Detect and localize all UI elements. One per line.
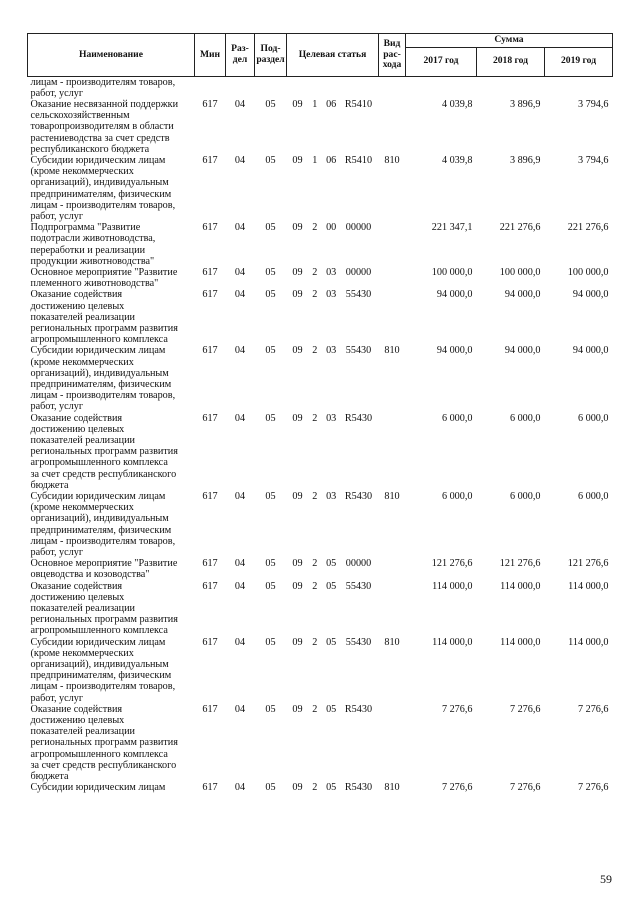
row-sum-2017: 7 276,6	[441, 782, 473, 794]
row-cel-statya-part: 03	[326, 491, 337, 503]
row-razdel	[226, 76, 255, 99]
row-name: Основное мероприятие "Развитие племенного животноводства"	[30, 266, 178, 290]
row-sum-2017	[406, 76, 477, 99]
row-cel-statya-part: 00	[326, 222, 337, 234]
row-cel-statya	[287, 289, 379, 345]
row-min: 617	[202, 412, 218, 424]
row-sum-2017: 100 000,0	[431, 266, 473, 278]
table-row	[28, 155, 613, 222]
row-sum-2018: 7 276,6	[509, 782, 541, 794]
row-podrazdel: 05	[265, 266, 276, 278]
table-row	[28, 345, 613, 412]
row-cel-statya-part: 05	[326, 580, 337, 592]
row-cel-statya-part: 09	[292, 345, 303, 357]
header-min: Мин	[195, 34, 226, 77]
row-sum-2019: 221 276,6	[567, 222, 609, 234]
row-cel-statya-part: 09	[292, 558, 303, 570]
row-cel-statya	[287, 491, 379, 558]
row-sum-2017: 7 276,6	[441, 703, 473, 715]
header-year-2019: 2019 год	[545, 47, 613, 76]
row-podrazdel: 05	[265, 98, 276, 110]
row-vid-rashoda: 810	[384, 782, 400, 794]
header-razdel: Раз- дел	[226, 34, 255, 77]
row-cel-statya-part: 09	[292, 636, 303, 648]
table-row	[28, 782, 613, 793]
row-cel-statya-part: 2	[312, 345, 318, 357]
table-row	[28, 222, 613, 267]
row-cel-statya-part: 09	[292, 782, 303, 794]
row-min: 617	[202, 580, 218, 592]
row-sum-2017: 121 276,6	[431, 558, 473, 570]
row-razdel: 04	[234, 558, 246, 570]
row-cel-statya-part: 2	[312, 703, 318, 715]
row-cel-statya	[287, 267, 379, 289]
header-summa: Сумма	[406, 34, 613, 48]
row-cel-statya-part: 00000	[345, 266, 372, 278]
row-name: Основное мероприятие "Развитие овцеводства и козоводства"	[30, 558, 178, 581]
row-cel-statya	[287, 637, 379, 704]
row-cel-statya-part: 1	[312, 154, 318, 166]
table-row	[28, 289, 613, 345]
table-row	[28, 267, 613, 289]
row-podrazdel: 05	[265, 636, 276, 648]
row-cel-statya	[287, 413, 379, 491]
row-name: Субсидии юридическим лицам (кроме некоммерческих организаций), индивидуальным предпринимателям, физическим лицам - производителям товаров, работ, услуг	[30, 345, 176, 413]
row-name: Субсидии юридическим лицам (кроме некоммерческих организаций), индивидуальным предпринимателям, физическим лицам - производителям товаров, работ, услуг	[30, 636, 176, 704]
row-razdel: 04	[234, 782, 246, 794]
row-cel-statya-part: 06	[326, 154, 337, 166]
table-row	[28, 99, 613, 155]
row-min: 617	[202, 636, 218, 648]
row-cel-statya-part: 09	[292, 222, 303, 234]
row-name: Оказание несвязанной поддержки сельскохозяйственным товаропроизводителям в области растениеводства за счет средств республиканского бюджета	[30, 98, 179, 155]
row-vid-rashoda	[379, 222, 406, 267]
row-sum-2017: 4 039,8	[441, 98, 473, 110]
row-sum-2017: 114 000,0	[432, 636, 473, 648]
row-sum-2018: 221 276,6	[499, 222, 541, 234]
row-cel-statya	[287, 704, 379, 782]
table-row	[28, 558, 613, 580]
row-cel-statya-part: 05	[326, 558, 337, 570]
row-cel-statya-part: 55430	[345, 289, 372, 301]
row-cel-statya	[287, 581, 379, 637]
row-sum-2018: 94 000,0	[504, 345, 541, 357]
row-name: Оказание содействия достижению целевых показателей реализации региональных программ развития агропромышленного комплекса за счет средств республиканского бюджета	[30, 412, 178, 491]
table-row	[28, 581, 613, 637]
row-sum-2019: 3 794,6	[577, 98, 609, 110]
row-cel-statya-part: R5430	[344, 412, 373, 424]
row-sum-2017: 6 000,0	[441, 491, 473, 503]
row-name: Субсидии юридическим лицам (кроме некоммерческих организаций), индивидуальным предпринимателям, физическим лицам - производителям товаров, работ, услуг	[30, 491, 176, 559]
row-sum-2017: 221 347,1	[431, 222, 473, 234]
row-podrazdel: 05	[265, 580, 276, 592]
row-name: Оказание содействия достижению целевых показателей реализации региональных программ развития агропромышленного комплекса	[30, 289, 178, 346]
row-cel-statya-part: 09	[292, 412, 303, 424]
row-sum-2017: 94 000,0	[436, 289, 473, 301]
row-cel-statya-part: 55430	[345, 580, 372, 592]
row-min: 617	[202, 289, 218, 301]
row-sum-2018: 6 000,0	[509, 412, 541, 424]
row-cel-statya	[287, 155, 379, 222]
row-cel-statya-part: 2	[312, 580, 318, 592]
row-name: Оказание содействия достижению целевых показателей реализации региональных программ развития агропромышленного комплекса за счет средств республиканского бюджета	[30, 703, 178, 783]
row-cel-statya	[287, 345, 379, 412]
row-vid-rashoda: 810	[384, 154, 400, 166]
row-sum-2018: 114 000,0	[500, 580, 541, 592]
row-cel-statya-part: R5410	[344, 98, 373, 110]
row-sum-2017: 4 039,8	[441, 154, 473, 166]
row-vid-rashoda: 810	[384, 491, 400, 503]
row-sum-2018: 100 000,0	[499, 266, 541, 278]
row-cel-statya	[287, 782, 379, 793]
header-name: Наименование	[28, 34, 195, 77]
row-name: Субсидии юридическим лицам	[30, 782, 166, 794]
row-cel-statya-part: 03	[326, 289, 337, 301]
row-min: 617	[202, 558, 218, 570]
row-sum-2018: 114 000,0	[500, 636, 541, 648]
row-razdel: 04	[234, 154, 246, 166]
row-cel-statya	[287, 222, 379, 267]
row-razdel: 04	[234, 491, 246, 503]
row-podrazdel: 05	[265, 558, 276, 570]
row-razdel: 04	[234, 412, 246, 424]
row-min	[195, 76, 226, 99]
row-razdel: 04	[234, 345, 246, 357]
row-vid-rashoda	[379, 267, 406, 289]
table-row	[28, 76, 613, 99]
row-podrazdel: 05	[265, 345, 276, 357]
row-podrazdel: 05	[265, 222, 276, 234]
row-cel-statya	[287, 76, 379, 99]
table-row	[28, 413, 613, 491]
row-cel-statya-part: R5430	[344, 782, 373, 794]
row-cel-statya-part: R5410	[344, 154, 373, 166]
row-sum-2018	[477, 76, 545, 99]
row-podrazdel: 05	[265, 412, 276, 424]
row-cel-statya-part: 00000	[345, 222, 372, 234]
row-sum-2019: 114 000,0	[568, 580, 609, 592]
row-podrazdel: 05	[265, 782, 276, 794]
row-sum-2018: 7 276,6	[509, 703, 541, 715]
row-sum-2018: 121 276,6	[499, 558, 541, 570]
row-sum-2019: 100 000,0	[567, 266, 609, 278]
row-sum-2018: 3 896,9	[509, 98, 541, 110]
row-min: 617	[202, 782, 218, 794]
row-name: Оказание содействия достижению целевых показателей реализации региональных программ развития агропромышленного комплекса	[30, 580, 178, 637]
table-body	[28, 76, 613, 794]
row-vid-rashoda: 810	[384, 345, 400, 357]
row-vid-rashoda	[379, 413, 406, 491]
row-sum-2017: 6 000,0	[441, 412, 473, 424]
row-razdel: 04	[234, 222, 246, 234]
row-min: 617	[202, 345, 218, 357]
row-cel-statya-part: 2	[312, 491, 318, 503]
table-row	[28, 704, 613, 782]
row-name: лицам - производителям товаров, работ, услуг	[30, 76, 176, 99]
row-razdel: 04	[234, 703, 246, 715]
row-cel-statya-part: 03	[326, 412, 337, 424]
row-cel-statya-part: 09	[292, 491, 303, 503]
row-min: 617	[202, 154, 218, 166]
row-cel-statya-part: 09	[292, 703, 303, 715]
row-min: 617	[202, 222, 218, 234]
row-sum-2019: 3 794,6	[577, 154, 609, 166]
row-name: Субсидии юридическим лицам (кроме некоммерческих организаций), индивидуальным предпринимателям, физическим лицам - производителям товаров, работ, услуг	[30, 154, 176, 222]
row-podrazdel: 05	[265, 703, 276, 715]
header-podrazdel: Под- раздел	[255, 34, 287, 77]
row-cel-statya-part: 55430	[345, 636, 372, 648]
row-vid-rashoda	[379, 558, 406, 580]
row-sum-2017: 114 000,0	[432, 580, 473, 592]
header-year-2017: 2017 год	[406, 47, 477, 76]
row-sum-2019: 7 276,6	[577, 782, 609, 794]
row-cel-statya-part: 09	[292, 580, 303, 592]
row-cel-statya-part: 09	[292, 266, 303, 278]
row-sum-2019: 114 000,0	[568, 636, 609, 648]
row-sum-2019: 7 276,6	[577, 703, 609, 715]
row-sum-2018: 6 000,0	[509, 491, 541, 503]
row-cel-statya-part: 06	[326, 98, 337, 110]
row-podrazdel: 05	[265, 491, 276, 503]
row-sum-2019: 6 000,0	[577, 491, 609, 503]
row-podrazdel	[255, 76, 287, 99]
row-cel-statya-part: 2	[312, 412, 318, 424]
row-cel-statya-part: 1	[312, 98, 318, 110]
row-cel-statya-part: 05	[326, 703, 337, 715]
row-razdel: 04	[234, 580, 246, 592]
row-razdel: 04	[234, 98, 246, 110]
row-cel-statya-part: 55430	[345, 345, 372, 357]
row-cel-statya-part: 03	[326, 345, 337, 357]
table-header	[28, 34, 613, 77]
row-cel-statya-part: 2	[312, 222, 318, 234]
row-vid-rashoda	[379, 99, 406, 155]
row-min: 617	[202, 266, 218, 278]
row-min: 617	[202, 703, 218, 715]
row-vid-rashoda	[379, 704, 406, 782]
row-cel-statya-part: 05	[326, 636, 337, 648]
row-cel-statya-part: R5430	[344, 703, 373, 715]
row-podrazdel: 05	[265, 154, 276, 166]
row-cel-statya-part: 2	[312, 266, 318, 278]
row-cel-statya-part: 09	[292, 289, 303, 301]
row-sum-2018: 3 896,9	[509, 154, 541, 166]
header-vid-rashoda: Вид рас- хода	[379, 34, 406, 77]
row-razdel: 04	[234, 289, 246, 301]
row-min: 617	[202, 98, 218, 110]
row-sum-2019: 94 000,0	[572, 289, 609, 301]
row-cel-statya-part: 2	[312, 558, 318, 570]
row-cel-statya	[287, 558, 379, 580]
row-sum-2019: 121 276,6	[567, 558, 609, 570]
row-vid-rashoda	[379, 289, 406, 345]
row-name: Подпрограмма "Развитие подотрасли животноводства, переработки и реализации продукции животноводства"	[30, 222, 156, 267]
row-cel-statya-part: 2	[312, 636, 318, 648]
row-cel-statya-part: 03	[326, 266, 337, 278]
row-cel-statya-part: 2	[312, 782, 318, 794]
row-sum-2019: 94 000,0	[572, 345, 609, 357]
row-cel-statya	[287, 99, 379, 155]
row-vid-rashoda: 810	[384, 636, 400, 648]
row-vid-rashoda	[379, 581, 406, 637]
row-razdel: 04	[234, 636, 246, 648]
row-cel-statya-part: 05	[326, 782, 337, 794]
table-row	[28, 491, 613, 558]
row-cel-statya-part: 2	[312, 289, 318, 301]
row-sum-2019: 6 000,0	[577, 412, 609, 424]
page-number: 59	[600, 872, 612, 886]
header-cel-statya: Целевая статья	[287, 34, 379, 77]
row-sum-2018: 94 000,0	[504, 289, 541, 301]
row-cel-statya-part: R5430	[344, 491, 373, 503]
header-year-2018: 2018 год	[477, 47, 545, 76]
budget-table	[27, 33, 613, 794]
row-sum-2017: 94 000,0	[436, 345, 473, 357]
row-vid-rashoda	[379, 76, 406, 99]
row-sum-2019	[545, 76, 613, 99]
table-row	[28, 637, 613, 704]
row-cel-statya-part: 00000	[345, 558, 372, 570]
row-cel-statya-part: 09	[292, 98, 303, 110]
row-cel-statya-part: 09	[292, 154, 303, 166]
row-min: 617	[202, 491, 218, 503]
row-razdel: 04	[234, 266, 246, 278]
row-podrazdel: 05	[265, 289, 276, 301]
